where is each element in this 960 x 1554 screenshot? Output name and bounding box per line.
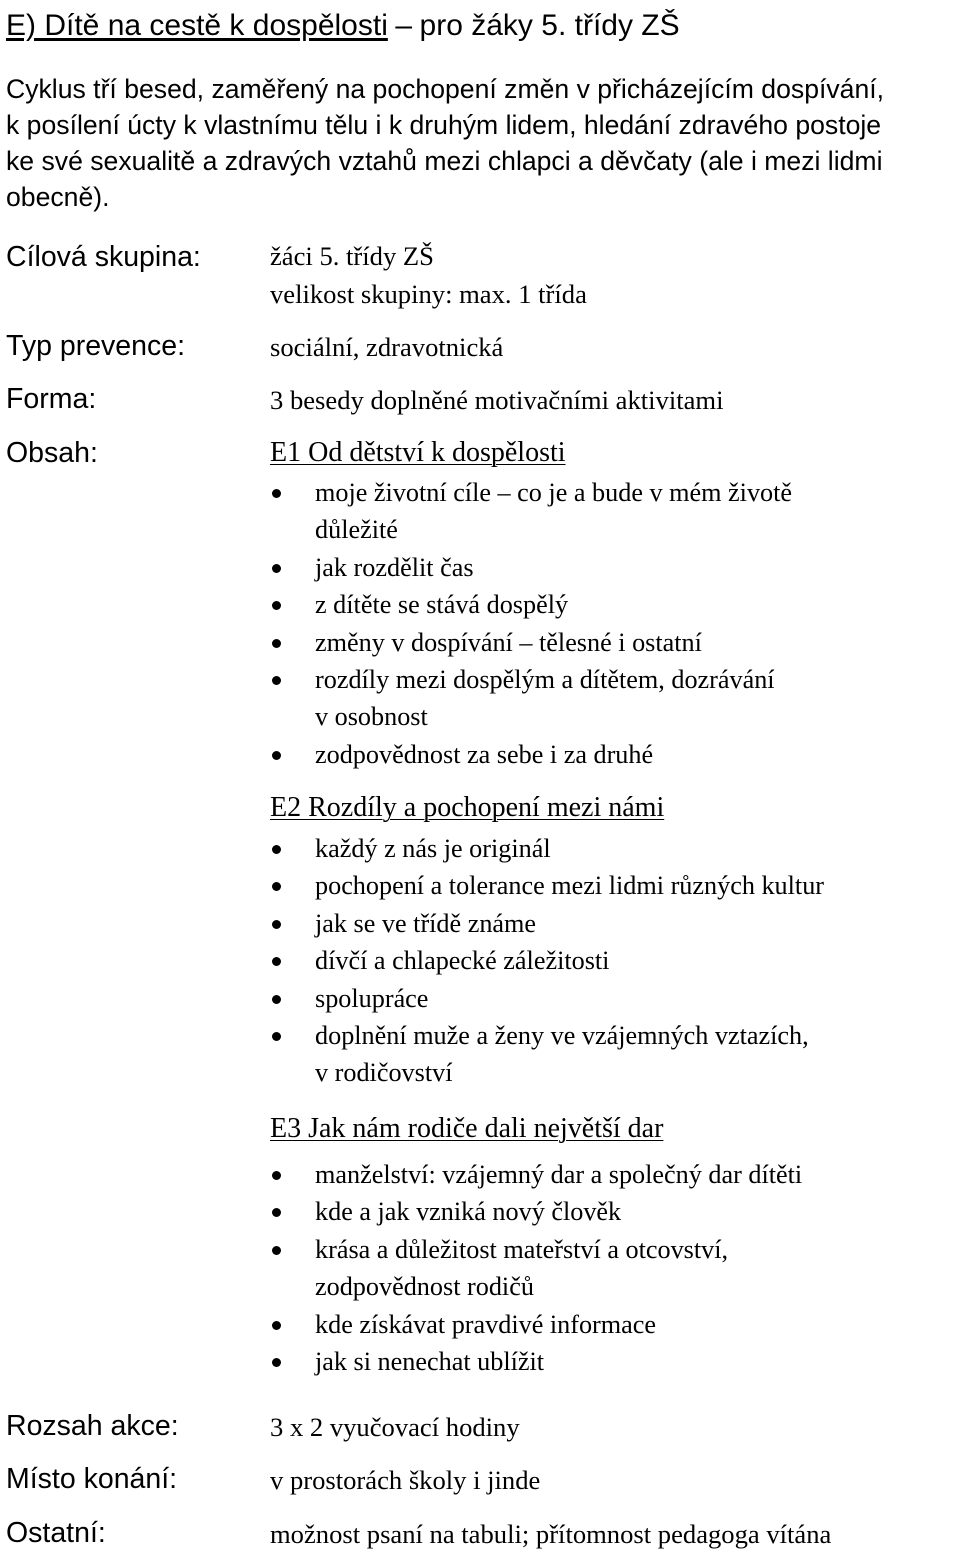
list-item: kde získávat pravdivé informace	[270, 1306, 802, 1343]
page-title	[6, 4, 680, 48]
section-list-e2	[270, 830, 824, 1092]
list-item: kde a jak vzniká nový člověk	[270, 1193, 802, 1230]
bullet-icon	[272, 1208, 281, 1217]
title-subtitle: pro žáky 5. třídy ZŠ	[419, 9, 680, 42]
value-target-group: žáci 5. třídy ZŠ	[270, 241, 434, 271]
section-list-e1	[270, 474, 792, 773]
list-item: jak si nenechat ublížit	[270, 1343, 802, 1380]
bullet-icon	[272, 601, 281, 610]
intro-paragraph	[6, 71, 958, 215]
list-item: jak se ve třídě známe	[270, 905, 824, 942]
section-heading-e2: E2 Rozdíly a pochopení mezi námi	[270, 792, 665, 823]
list-item: dívčí a chlapecké záležitosti	[270, 942, 824, 979]
bullet-icon	[272, 1321, 281, 1330]
intro-line: obecně).	[6, 182, 110, 212]
title-dash: –	[395, 9, 413, 42]
value-form: 3 besedy doplněné motivačními aktivitami	[270, 385, 724, 415]
section-heading-e3: E3 Jak nám rodiče dali největší dar	[270, 1113, 664, 1144]
list-item: manželství: vzájemný dar a společný dar dítěti	[270, 1156, 802, 1193]
label-target-group: Cílová skupina:	[6, 241, 201, 273]
list-item: spolupráce	[270, 980, 824, 1017]
value-prevention-type: sociální, zdravotnická	[270, 332, 504, 362]
list-item: z dítěte se stává dospělý	[270, 586, 792, 623]
label-place: Místo konání:	[6, 1463, 178, 1495]
value-place: v prostorách školy i jinde	[270, 1465, 541, 1495]
list-item: rozdíly mezi dospělým a dítětem, dozrávání v osobnost	[270, 661, 792, 736]
list-item: moje životní cíle – co je a bude v mém životě důležité	[270, 474, 792, 549]
bullet-icon	[272, 1171, 281, 1180]
value-scope: 3 x 2 vyučovací hodiny	[270, 1412, 520, 1442]
label-form: Forma:	[6, 383, 97, 415]
section-list-e3	[270, 1156, 802, 1380]
list-item: doplnění muže a ženy ve vzájemných vztazích, v rodičovství	[270, 1017, 824, 1092]
label-prevention-type: Typ prevence:	[6, 330, 186, 362]
bullet-icon	[272, 920, 281, 929]
bullet-icon	[272, 639, 281, 648]
list-item: pochopení a tolerance mezi lidmi různých kultur	[270, 867, 824, 904]
label-other: Ostatní:	[6, 1517, 106, 1549]
label-content: Obsah:	[6, 437, 98, 469]
bullet-icon	[272, 751, 281, 760]
list-item: krása a důležitost mateřství a otcovství, zodpovědnost rodičů	[270, 1231, 802, 1306]
bullet-icon	[272, 1358, 281, 1367]
section-heading-e1: E1 Od dětství k dospělosti	[270, 437, 566, 468]
bullet-icon	[272, 1032, 281, 1041]
bullet-icon	[272, 995, 281, 1004]
value-other: možnost psaní na tabuli; přítomnost pedagoga vítána	[270, 1519, 832, 1549]
bullet-icon	[272, 882, 281, 891]
bullet-icon	[272, 845, 281, 854]
value-group-size: velikost skupiny: max. 1 třída	[270, 279, 587, 309]
bullet-icon	[272, 957, 281, 966]
title-main: E) Dítě na cestě k dospělosti	[6, 9, 388, 42]
bullet-icon	[272, 564, 281, 573]
label-scope: Rozsah akce:	[6, 1410, 179, 1442]
intro-line: k posílení úcty k vlastnímu tělu i k druhým lidem, hledání zdravého postoje	[6, 110, 882, 140]
list-item: každý z nás je originál	[270, 830, 824, 867]
list-item: zodpovědnost za sebe i za druhé	[270, 736, 792, 773]
bullet-icon	[272, 489, 281, 498]
list-item: jak rozdělit čas	[270, 549, 792, 586]
list-item: změny v dospívání – tělesné i ostatní	[270, 624, 792, 661]
intro-line: Cyklus tří besed, zaměřený na pochopení změn v přicházejícím dospívání,	[6, 74, 885, 104]
bullet-icon	[272, 1246, 281, 1255]
bullet-icon	[272, 676, 281, 685]
intro-line: ke své sexualitě a zdravých vztahů mezi chlapci a děvčaty (ale i mezi lidmi	[6, 146, 883, 176]
